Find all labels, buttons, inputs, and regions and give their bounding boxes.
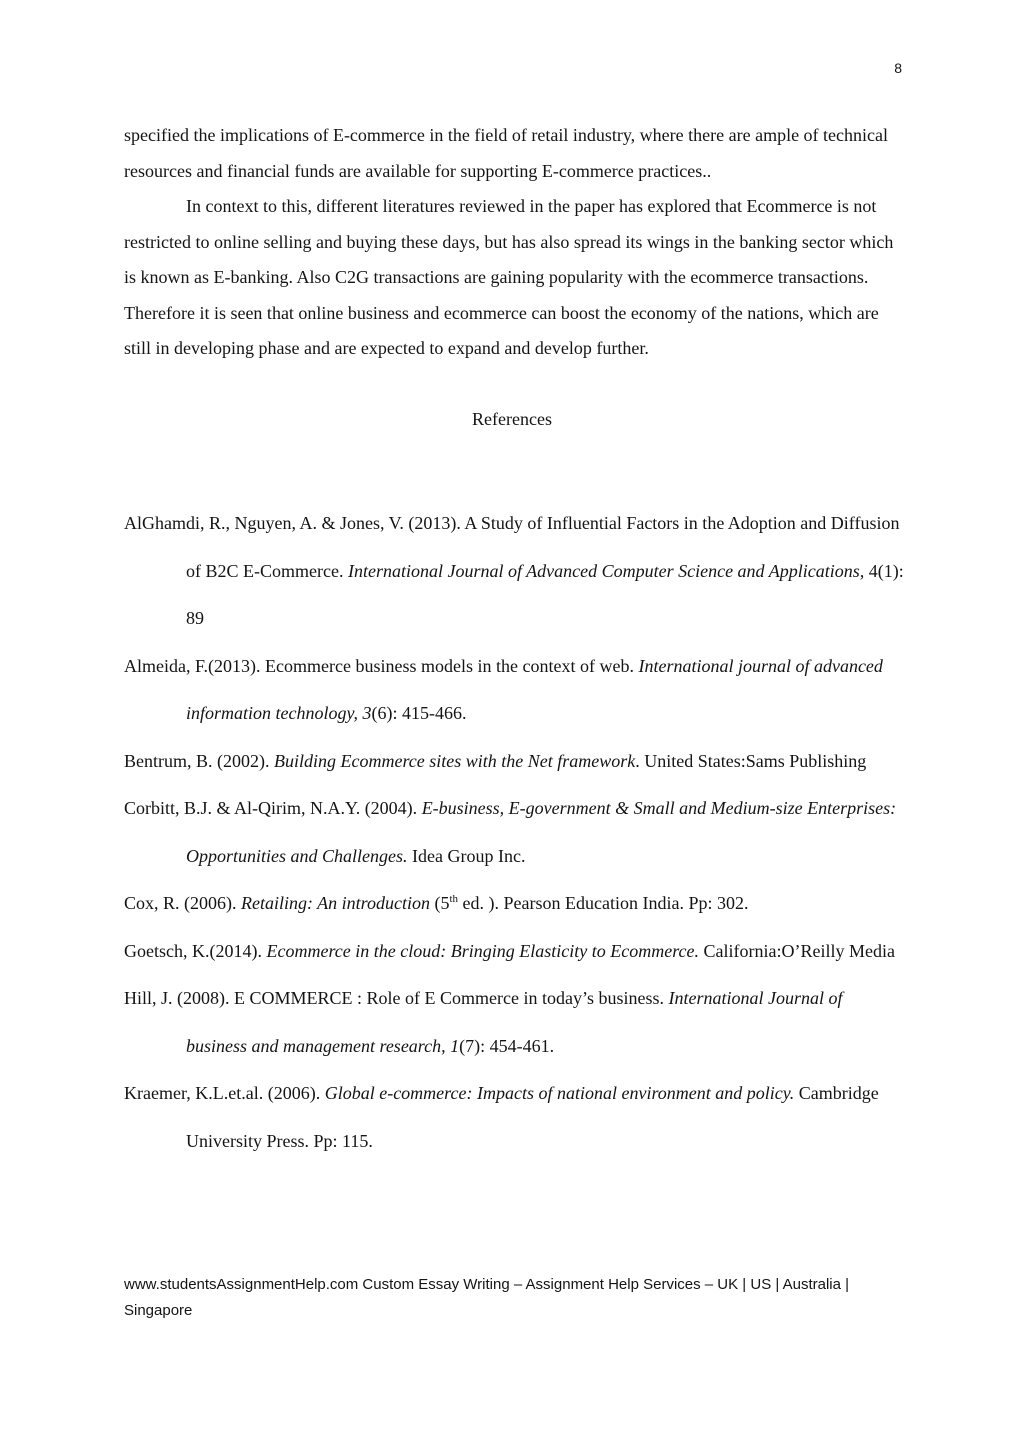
reference-item: Cox, R. (2006). Retailing: An introduction (5th ed. ). Pearson Education India. Pp: 302. <box>124 893 749 913</box>
reference-item: Almeida, F.(2013). Ecommerce business models in the context of web. International journal of advanced information technology, 3(6): 415-466. <box>124 655 883 723</box>
page-footer: www.studentsAssignmentHelp.com Custom Essay Writing – Assignment Help Services – UK | US | Australia | Singapore <box>124 1276 850 1319</box>
reference-item: Corbitt, B.J. & Al-Qirim, N.A.Y. (2004). E-business, E-government & Small and Medium-size Enterprises: Opportunities and Challenges. Idea Group Inc. <box>124 798 897 866</box>
reference-item: Goetsch, K.(2014). Ecommerce in the cloud: Bringing Elasticity to Ecommerce. California:O’Reilly Media <box>124 940 895 961</box>
reference-item: Bentrum, B. (2002). Building Ecommerce sites with the Net framework. United States:Sams Publishing <box>124 750 867 771</box>
reference-list <box>124 500 906 1165</box>
paragraph-conclusion: In context to this, different literatures reviewed in the paper has explored that Ecommerce is not restricted to online selling and buying these days, but has also spread its wings in the banking sector which is known as E-banking. Also C2G transactions are gaining popularity with the ecommerce transactions. Therefore it is seen that online business and ecommerce can boost the economy of the nations, which are still in developing phase and are expected to expand and develop further. <box>124 196 894 358</box>
reference-item: AlGhamdi, R., Nguyen, A. & Jones, V. (2013). A Study of Influential Factors in the Adoption and Diffusion of B2C E-Commerce. International Journal of Advanced Computer Science and Applications, 4(1): 89 <box>124 513 904 628</box>
body-text <box>124 118 904 367</box>
paragraph-continuation: specified the implications of E-commerce in the field of retail industry, where there are ample of technical resources and financial funds are available for supporting E-commerce practices.. <box>124 125 889 181</box>
reference-item: Kraemer, K.L.et.al. (2006). Global e-commerce: Impacts of national environment and policy. Cambridge University Press. Pp: 115. <box>124 1083 879 1151</box>
page-number: 8 <box>894 60 902 76</box>
reference-item: Hill, J. (2008). E COMMERCE : Role of E Commerce in today’s business. International Journal of business and management research, 1(7): 454-461. <box>124 988 843 1056</box>
references-heading: References <box>472 409 552 429</box>
